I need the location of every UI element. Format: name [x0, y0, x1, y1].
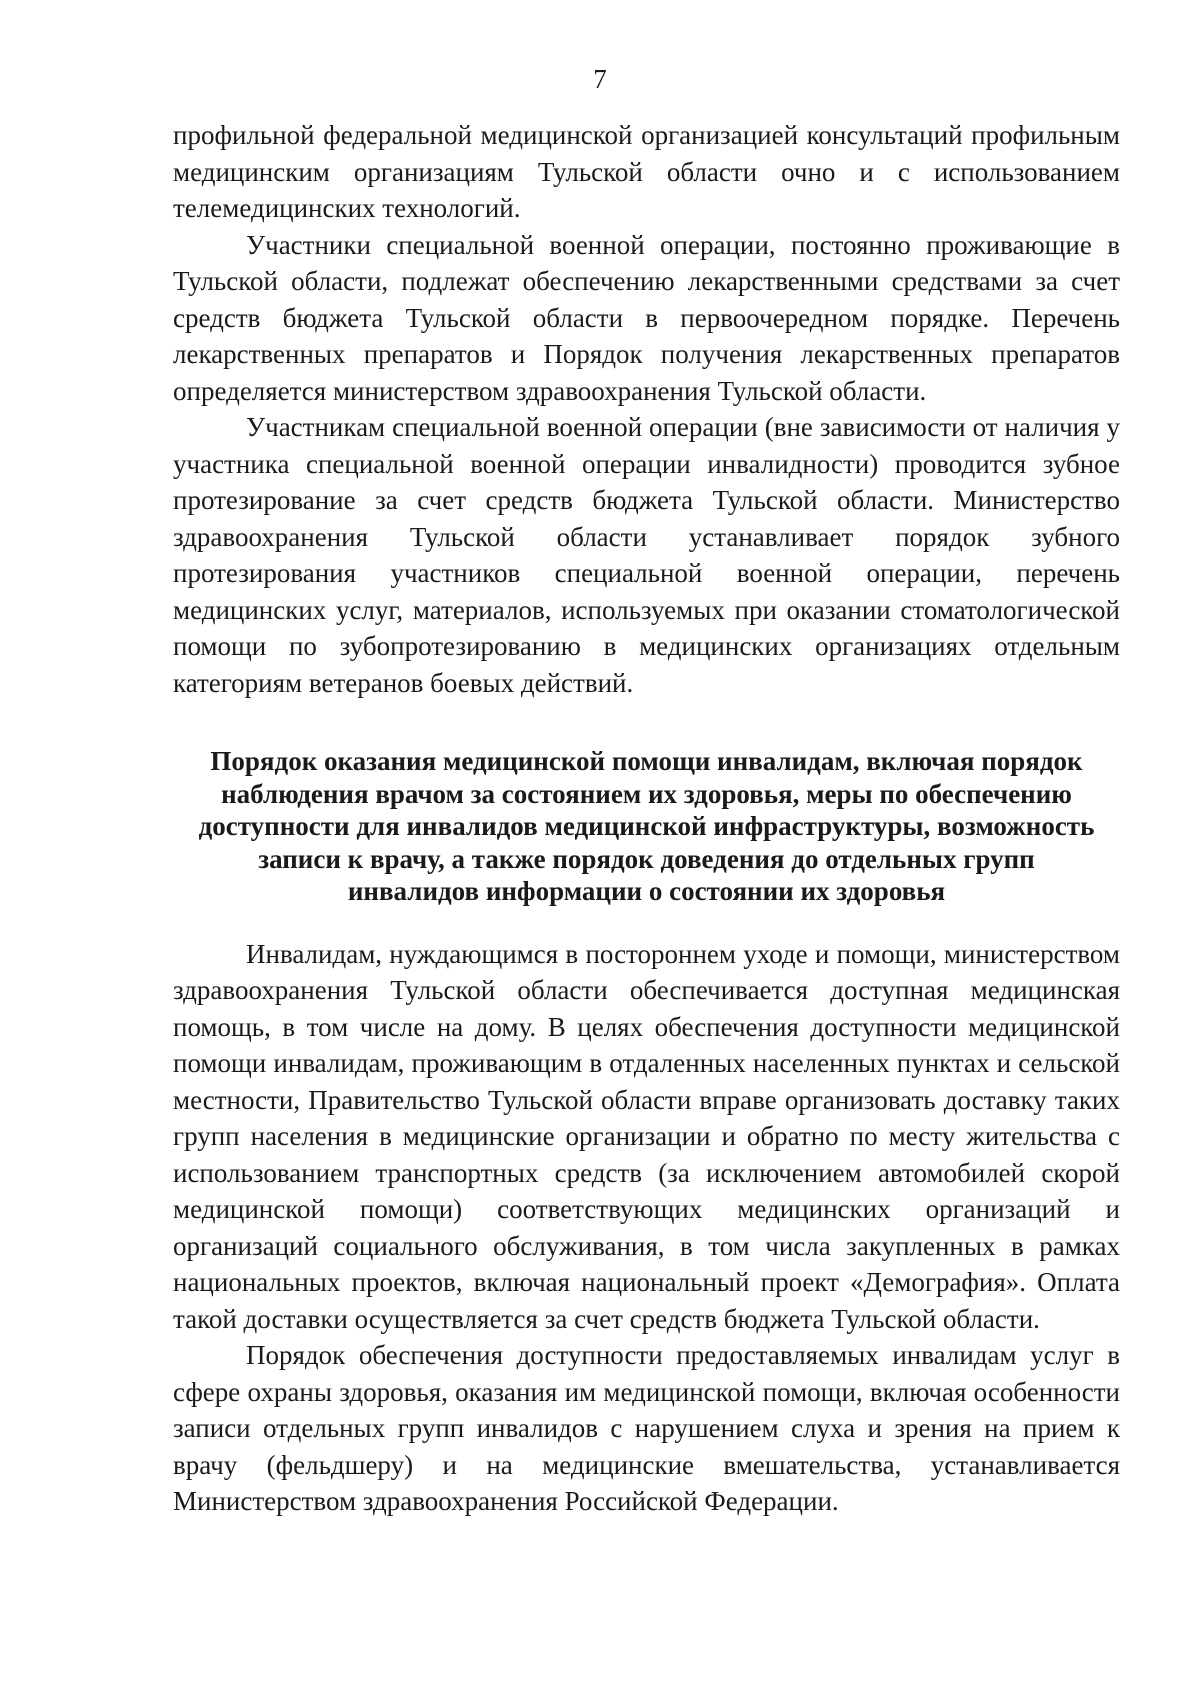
section-heading-line: Порядок оказания медицинской помощи инвалидам, включая порядок: [210, 746, 1083, 776]
section-heading-line: инвалидов информации о состоянии их здоровья: [347, 876, 946, 906]
paragraph-disabled-care: Инвалидам, нуждающимся в постороннем уходе и помощи, министерством здравоохранения Тульской области обеспечивается доступная медицинская помощь, в том числе на дому. В целях обеспечения доступности медицинской помощи инвалидам, проживающим в отдаленных населенных пунктах и сельской местности, Правительство Тульской области вправе организовать доставку таких групп населения в медицинские организации и обратно по месту жительства с использованием транспортных средств (за исключением автомобилей скорой медицинской помощи) соответствующих медицинских организаций и организаций социального обслуживания, в том числа закупленных в рамках национальных проектов, включая национальный проект «Демография». Оплата такой доставки осуществляется за счет средств бюджета Тульской области.: [173, 938, 1120, 1334]
section-heading: [173, 745, 1120, 908]
document-body: [173, 117, 1120, 1520]
paragraph-accessibility-order: Порядок обеспечения доступности предоставляемых инвалидам услуг в сфере охраны здоровья, оказания им медицинской помощи, включая особенности записи отдельных групп инвалидов с нарушением слуха и зрения на прием к врачу (фельдшеру) и на медицинские вмешательства, устанавливается Министерством здравоохранения Российской Федерации.: [173, 1340, 1120, 1516]
paragraph-svo-medicines: Участники специальной военной операции, постоянно проживающие в Тульской области, подлежат обеспечению лекарственными средствами за счет средств бюджета Тульской области в первоочередном порядке. Перечень лекарственных препаратов и Порядок получения лекарственных препаратов определяется министерством здравоохранения Тульской области.: [173, 229, 1120, 406]
paragraph-continuation: профильной федеральной медицинской организацией консультаций профильным медицинским организациям Тульской области очно и с использованием телемедицинских технологий.: [173, 120, 1120, 223]
section-heading-line: наблюдения врачом за состоянием их здоровья, меры по обеспечению: [221, 778, 1072, 809]
section-heading-line: доступности для инвалидов медицинской инфраструктуры, возможность: [198, 811, 1095, 841]
section-heading-line: записи к врачу, а также порядок доведения до отдельных групп: [258, 843, 1035, 874]
page-number: 7: [593, 64, 607, 94]
paragraph-svo-dental: Участникам специальной военной операции (вне зависимости от наличия у участника специальной военной операции инвалидности) проводится зубное протезирование за счет средств бюджета Тульской области. Министерство здравоохранения Тульской области устанавливает порядок зубного протезирования участников специальной военной операции, перечень медицинских услуг, материалов, используемых при оказании стоматологической помощи по зубопротезированию в медицинских организациях отдельным категориям ветеранов боевых действий.: [173, 412, 1120, 698]
